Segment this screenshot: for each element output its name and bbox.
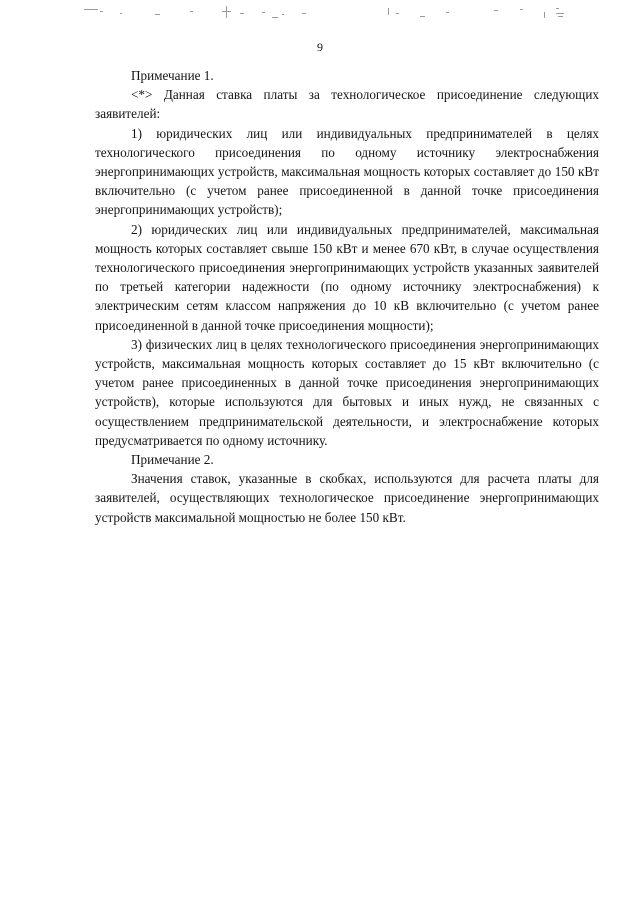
scan-artifacts [0, 0, 640, 30]
note1-intro: <*> Данная ставка платы за технологическое присоединение следующих заявителей: [95, 87, 599, 122]
note1-item-2: 2) юридических лиц или индивидуальных предпринимателей, максимальная мощность которых составляет свыше 150 кВт и менее 670 кВт, в случае осуществления технологического присоединения энергопринимающих устройств указанных заявителей по третьей категории надежности (по одному источнику электроснабжения) к электрическим сетям классом напряжения до 10 кВ включительно (с учетом ранее присоединенной в данной точке присоединения мощности); [95, 221, 599, 333]
note2-text: Значения ставок, указанные в скобках, используются для расчета платы для заявителей, осуществляющих технологическое присоединение энергопринимающих устройств максимальной мощностью не более 150 кВт. [95, 471, 599, 525]
note1-item-3: 3) физических лиц в целях технологического присоединения энергопринимающих устройств, максимальная мощность которых составляет до 15 кВт включительно (с учетом ранее присоединенных в данной точке присоединения энергопринимающих устройств), которые используются для бытовых и иных нужд, не связанных с осуществлением предпринимательской деятельности, и электроснабжение которых предусматривается по одному источнику. [95, 336, 599, 448]
note1-title: Примечание 1. [131, 68, 214, 83]
note2-title: Примечание 2. [131, 452, 214, 468]
page-number: 9 [317, 40, 323, 54]
document-body [95, 66, 599, 527]
note1-item-1: 1) юридических лиц или индивидуальных предпринимателей в целях технологического присоединения по одному источнику электроснабжения энергопринимающих устройств, максимальная мощность которых составляет до 150 кВт включительно (с учетом ранее присоединенной в данной точке присоединения энергопринимающих устройств); [95, 125, 599, 218]
